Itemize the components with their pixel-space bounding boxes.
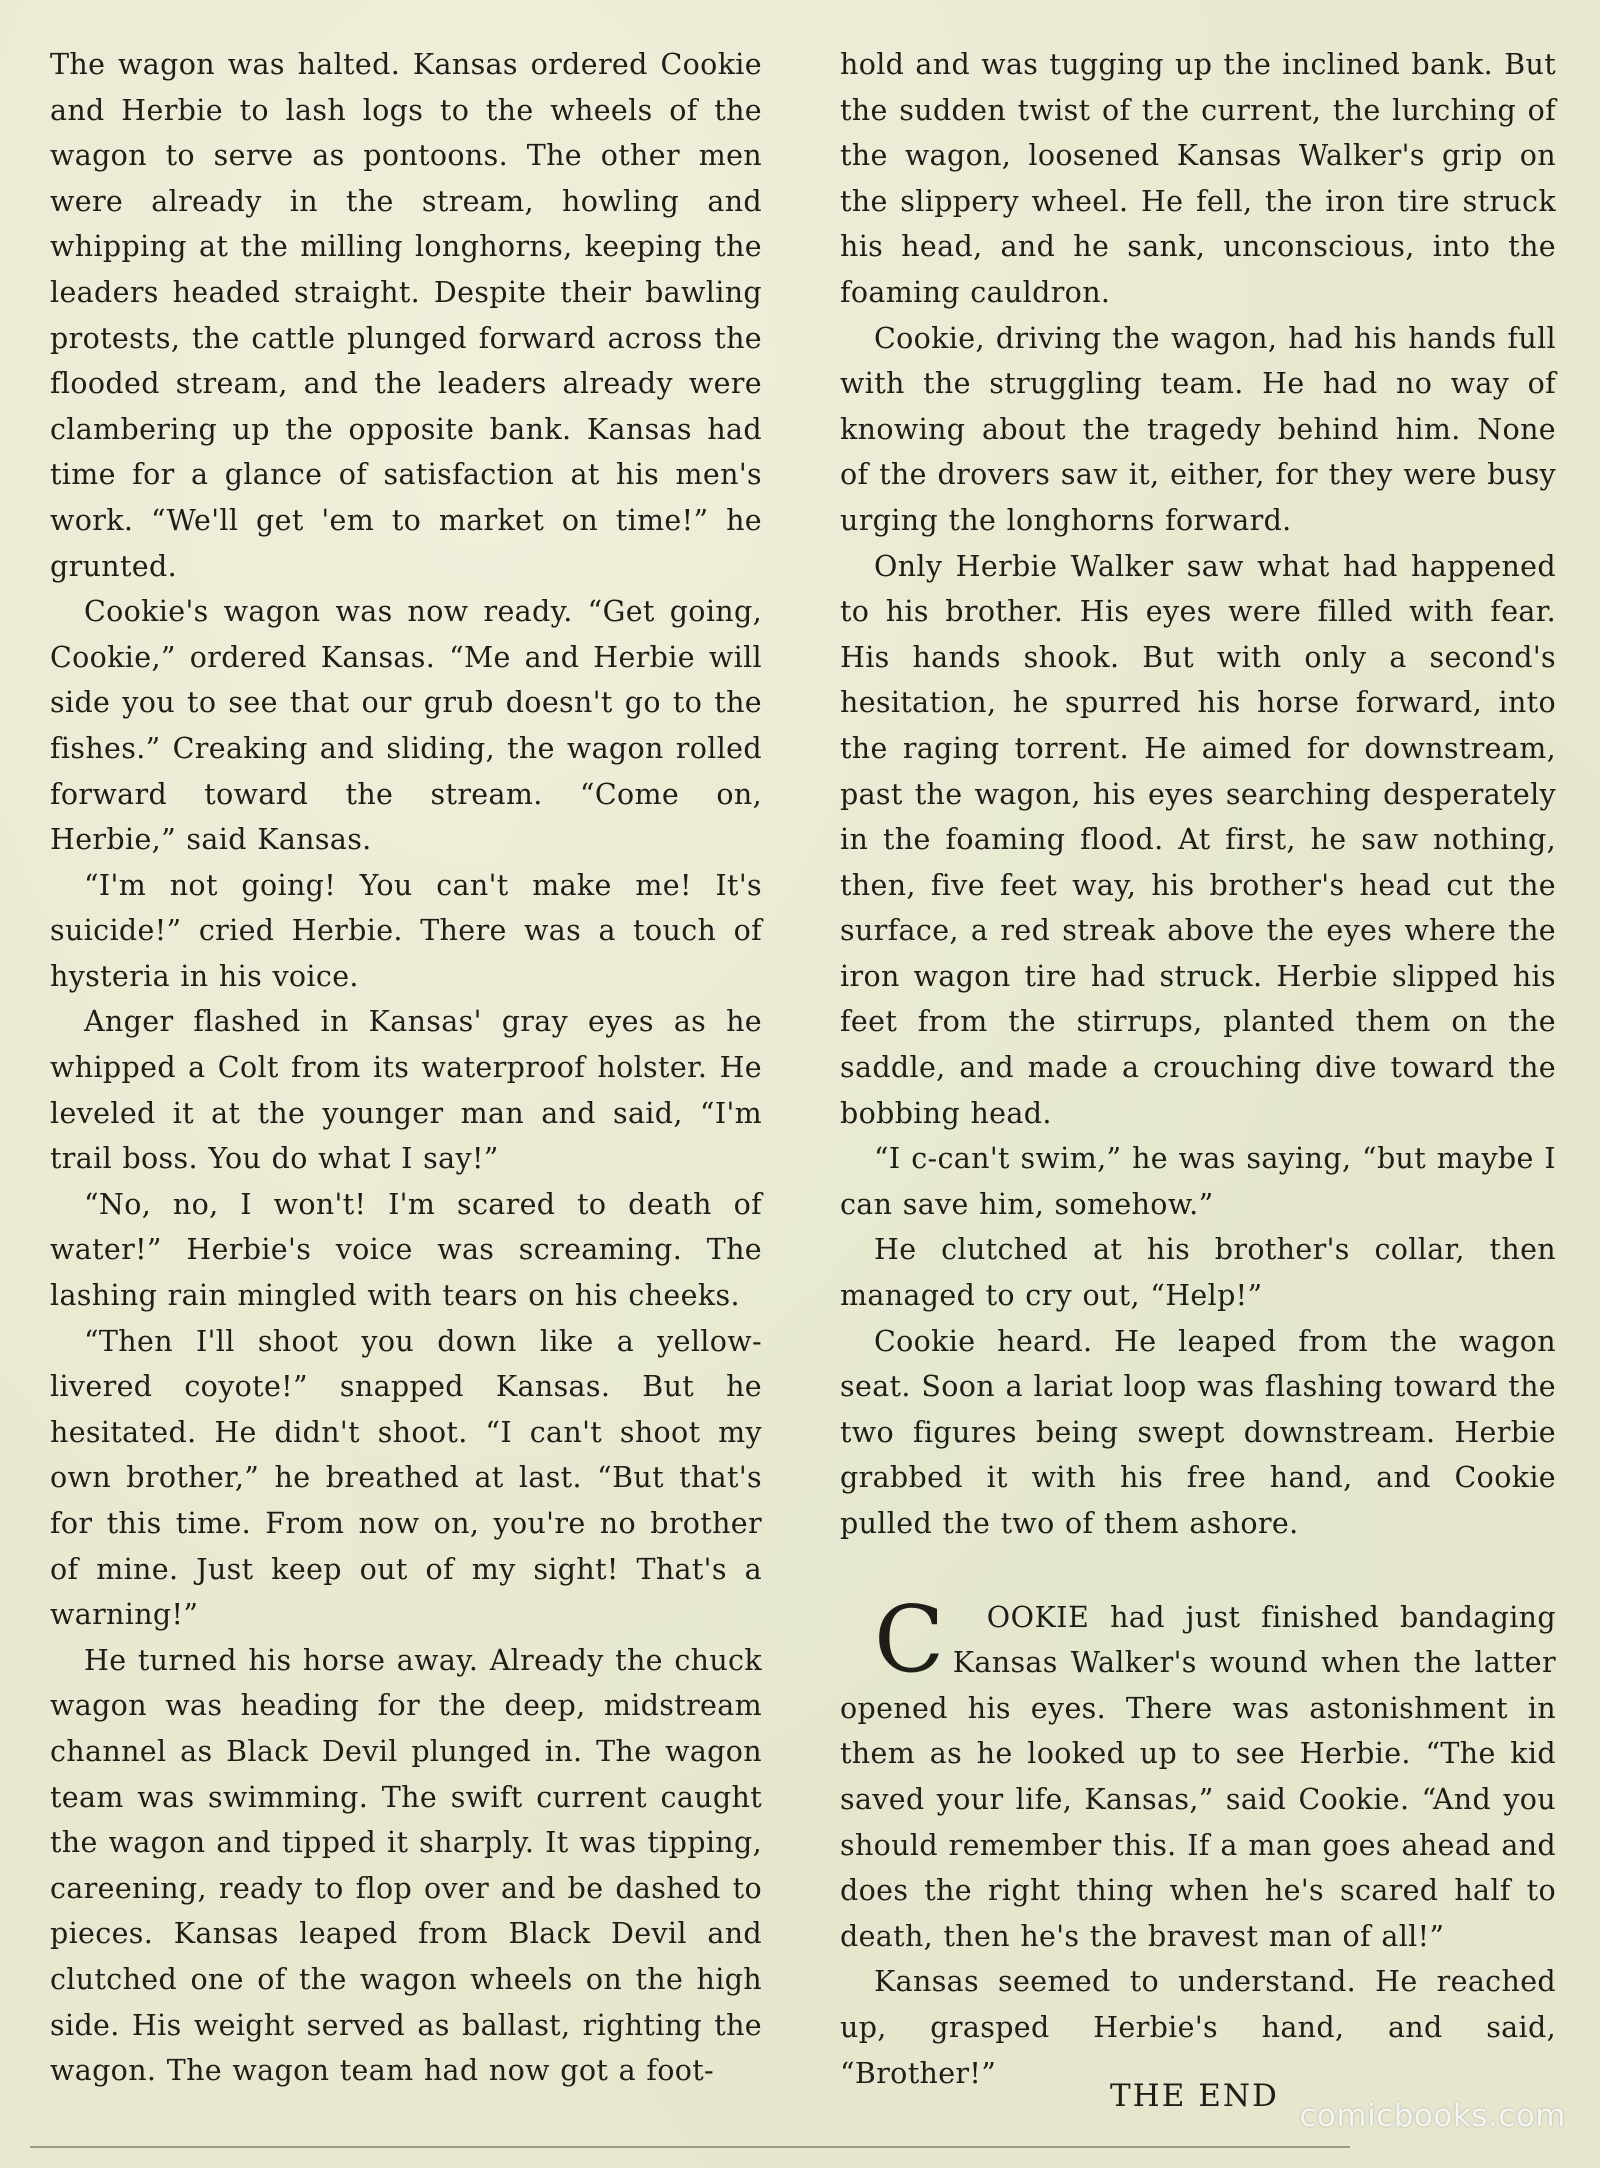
watermark: comicbooks.com bbox=[1299, 2098, 1566, 2134]
paragraph: “I c-can't swim,” he was saying, “but maybe I can save him, somehow.” bbox=[840, 1142, 1556, 1221]
section-break bbox=[840, 1547, 1556, 1595]
paragraph: Cookie heard. He leaped from the wagon seat. Soon a lariat loop was flashing toward the two figures being swept downstream. Herbie grabbed it with his free hand, and Cookie pulled the two of them ashore. bbox=[840, 1324, 1556, 1540]
paragraph: Only Herbie Walker saw what had happened to his brother. His eyes were filled with fear. His hands shook. But with only a second's hesitation, he spurred his horse forward, into the raging torrent. He aimed for downstream, past the wagon, his eyes searching desperately in the foaming flood. At first, he saw nothing, then, five feet way, his brother's head cut the surface, a red streak above the eyes where the iron wagon tire had struck. Herbie slipped his feet from the stirrups, planted them on the saddle, and made a crouching dive toward the bobbing head. bbox=[840, 549, 1556, 1130]
right-column bbox=[840, 42, 1556, 2096]
drop-cap: C bbox=[874, 1585, 945, 1693]
paragraph: He turned his horse away. Already the chuck wagon was heading for the deep, midstream channel as Black Devil plunged in. The wagon team was swimming. The swift current caught the wagon and tipped it sharply. It was tipping, careening, ready to flop over and be dashed to pieces. Kansas leaped from Black Devil and clutched one of the wagon wheels on the high side. His weight served as ballast, righting the wagon. The wagon team had now got a foot- bbox=[50, 1643, 762, 2088]
paragraph: “Then I'll shoot you down like a yellow-livered coyote!” snapped Kansas. But he hesitated. He didn't shoot. “I can't shoot my own brother,” he breathed at last. “But that's for this time. From now on, you're no brother of mine. Just keep out of my sight! That's a warning!” bbox=[50, 1324, 762, 1632]
paragraph: “I'm not going! You can't make me! It's suicide!” cried Herbie. There was a touch of hysteria in his voice. bbox=[50, 868, 762, 993]
paragraph: He clutched at his brother's collar, then managed to cry out, “Help!” bbox=[840, 1233, 1556, 1313]
paragraph: “No, no, I won't! I'm scared to death of water!” Herbie's voice was screaming. The lashing rain mingled with tears on his cheeks. bbox=[50, 1187, 762, 1313]
paragraph: The wagon was halted. Kansas ordered Cookie and Herbie to lash logs to the wheels of the wagon to serve as pontoons. The other men were already in the stream, howling and whipping at the milling longhorns, keeping the leaders headed straight. Despite their bawling protests, the cattle plunged forward across the flooded stream, and the leaders already were clambering up the opposite bank. Kansas had time for a glance of satisfaction at his men's work. “We'll get 'em to market on time!” he grunted. bbox=[50, 48, 762, 583]
lead-caps: OOKIE bbox=[986, 1600, 1090, 1634]
paragraph: Cookie, driving the wagon, had his hands full with the struggling team. He had no way of knowing about the tragedy behind him. None of the drovers saw it, either, for they were busy urging the longhorns forward. bbox=[840, 321, 1556, 537]
paragraph: Kansas seemed to understand. He reached up, grasped Herbie's hand, and said, “Brother!” bbox=[840, 1965, 1556, 2090]
final-section-paragraph bbox=[840, 1585, 1556, 1960]
paragraph-text: had just finished bandaging Kansas Walker's wound when the latter opened his eyes. There was astonishment in them as he looked up to see Herbie. “The kid saved your life, Kansas,” said Cookie. “And you should remember this. If a man goes ahead and does the right thing when he's scared half to death, then he's the bravest man of all!” bbox=[840, 1600, 1556, 1953]
paragraph: hold and was tugging up the inclined bank. But the sudden twist of the current, the lurching of the wagon, loosened Kansas Walker's grip on the slippery wheel. He fell, the iron tire struck his head, and he sank, unconscious, into the foaming cauldron. bbox=[840, 48, 1556, 309]
paragraph: Anger flashed in Kansas' gray eyes as he whipped a Colt from its waterproof holster. He leveled it at the younger man and said, “I'm trail boss. You do what I say!” bbox=[50, 1005, 762, 1176]
bottom-rule bbox=[30, 2146, 1350, 2148]
the-end-label: THE END bbox=[1110, 2078, 1279, 2114]
left-column bbox=[50, 42, 762, 2094]
paragraph: Cookie's wagon was now ready. “Get going, Cookie,” ordered Kansas. “Me and Herbie will side you to see that our grub doesn't go to the fishes.” Creaking and sliding, the wagon rolled forward toward the stream. “Come on, Herbie,” said Kansas. bbox=[50, 595, 762, 857]
